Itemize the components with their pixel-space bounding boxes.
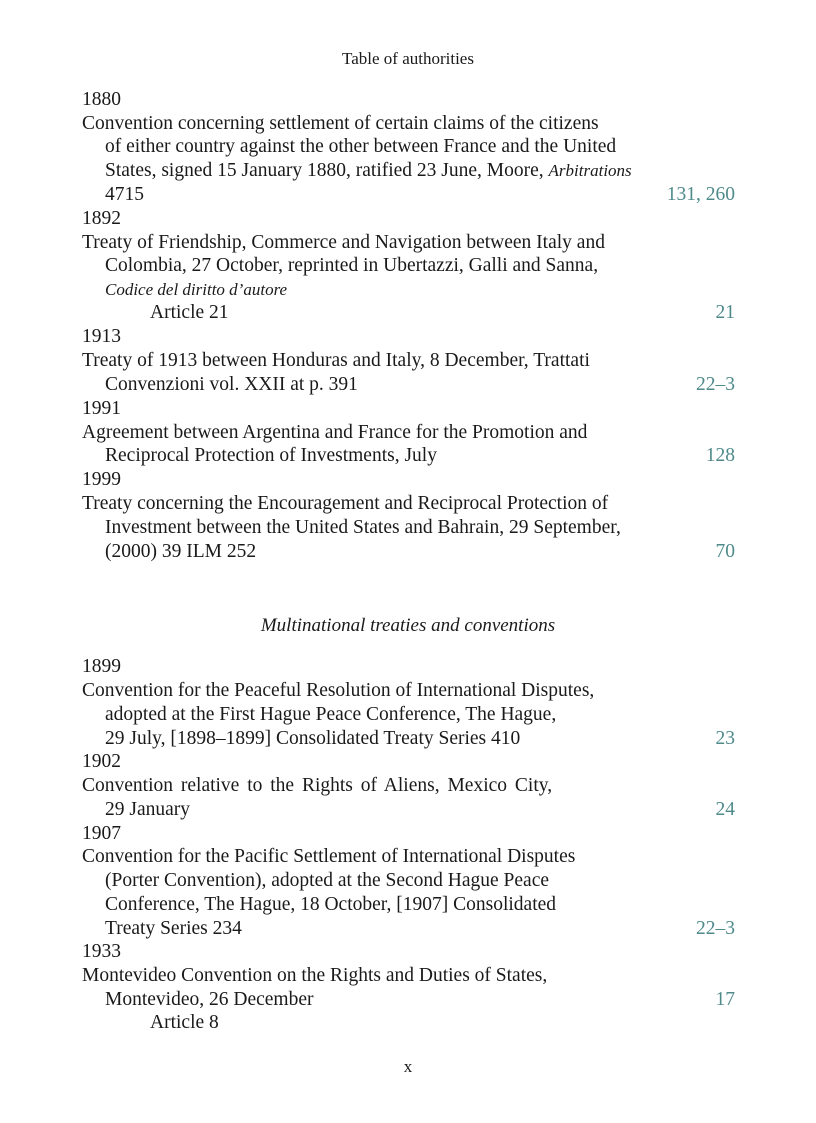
page-reference[interactable]: 70 [715,541,735,562]
entry-line: 4715 [105,184,144,205]
entry-line: Reciprocal Protection of Investments, July [105,445,437,466]
page-reference[interactable]: 17 [715,989,735,1010]
entry-line: of either country against the other between France and the United [105,136,617,157]
year-1880: 1880 [82,89,121,110]
entry-line: Conference, The Hague, 18 October, [1907] Consolidated [105,894,557,915]
year-1892: 1892 [82,208,121,229]
entry-line: 29 July, [1898–1899] Consolidated Treaty Series 410 [105,728,521,749]
year-1907: 1907 [82,823,121,844]
entry-italic-text: Arbitrations [548,161,632,180]
page-reference[interactable]: 22–3 [696,374,735,395]
entry-line: adopted at the First Hague Peace Conference, The Hague, [105,704,557,725]
entry-line: Agreement between Argentina and France for the Promotion and [82,422,588,443]
entry-line [105,159,632,183]
page-reference[interactable]: 128 [705,445,735,466]
year-1913: 1913 [82,326,121,347]
page-reference[interactable]: 131, 260 [666,184,735,205]
entry-line: Treaty concerning the Encouragement and Reciprocal Protection of [82,493,609,514]
entry-line: Treaty Series 234 [105,918,242,939]
page-number: x [403,1057,413,1076]
entry-line: 29 January [105,799,191,820]
year-1991: 1991 [82,398,121,419]
article-line: Article 8 [150,1012,219,1033]
entry-line: Colombia, 27 October, reprinted in Ubertazzi, Galli and Sanna, [105,255,599,276]
year-1899: 1899 [82,656,121,677]
year-1999: 1999 [82,469,121,490]
entry-italic-line: Codice del diritto d’autore [105,280,288,299]
entry-line: Convention relative to the Rights of Aliens, Mexico City, [82,775,553,796]
entry-line: Treaty of Friendship, Commerce and Navigation between Italy and [82,232,605,253]
entry-line: (Porter Convention), adopted at the Second Hague Peace [105,870,550,891]
section-title: Multinational treaties and conventions [260,615,556,636]
entry-line: (2000) 39 ILM 252 [105,541,257,562]
page-reference[interactable]: 24 [715,799,735,820]
running-header: Table of authorities [342,49,474,68]
page-reference[interactable]: 22–3 [696,918,735,939]
entry-line: Montevideo, 26 December [105,989,314,1010]
entry-line: Investment between the United States and Bahrain, 29 September, [105,517,621,538]
entry-text: States, signed 15 January 1880, ratified 23 June, Moore, [105,160,544,181]
year-1902: 1902 [82,751,121,772]
entry-line: Convention for the Peaceful Resolution of International Disputes, [82,680,595,701]
entry-line: Montevideo Convention on the Rights and Duties of States, [82,965,548,986]
entry-line: Convention for the Pacific Settlement of International Disputes [82,846,576,867]
year-1933: 1933 [82,941,121,962]
entry-line: Treaty of 1913 between Honduras and Italy, 8 December, Trattati [82,350,590,371]
page-reference[interactable]: 21 [715,302,735,323]
article-line: Article 21 [150,302,229,323]
entry-line: Convenzioni vol. XXII at p. 391 [105,374,358,395]
entry-line: Convention concerning settlement of certain claims of the citizens [82,113,599,134]
page-reference[interactable]: 23 [715,728,735,749]
